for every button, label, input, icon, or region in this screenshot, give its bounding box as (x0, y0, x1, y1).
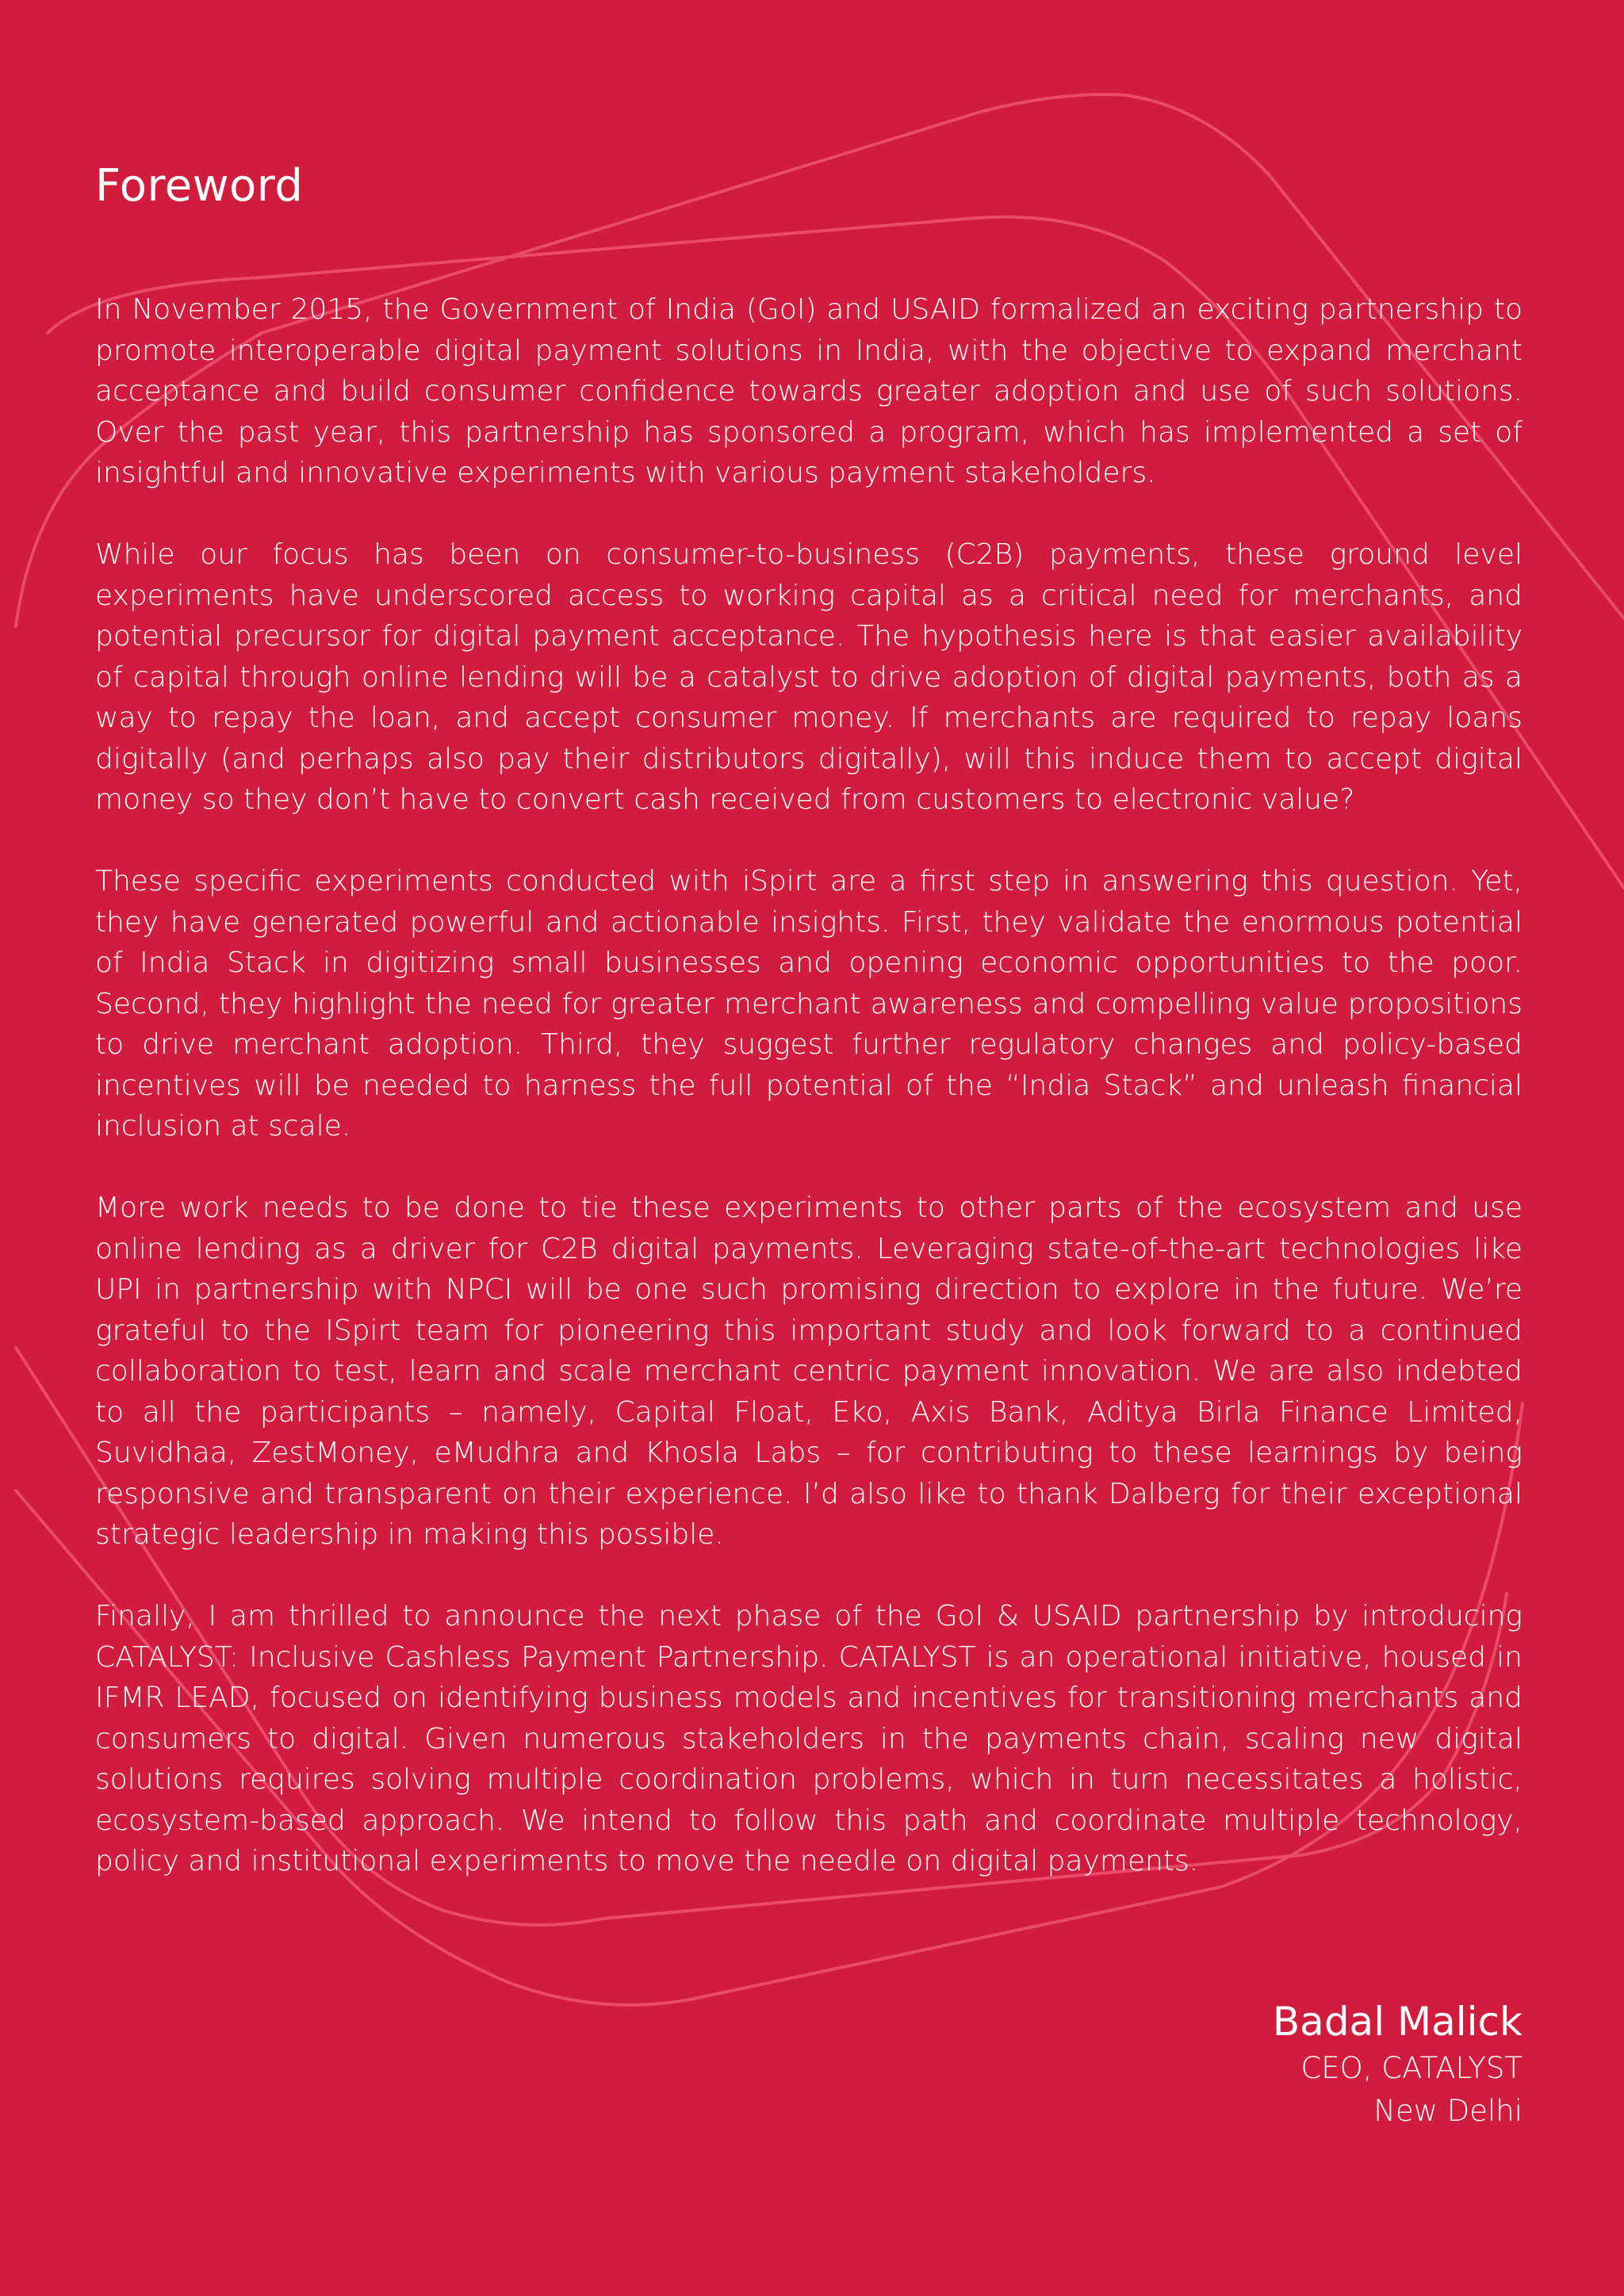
paragraph-4: More work needs to be done to tie these experiments to other parts of the ecosystem and use online lending as a driver for C2B digital payments. Leveraging state-of-the-art technologies like UPI in partnership with NPCI will be one such promising direction to explore in the future. We’re grateful to the ISpirt team for pioneering this important study and look forward to a continued collaboration to test, learn and scale merchant centric payment innovation. We are also indebted to all the participants – namely, Capital Float, Eko, Axis Bank, Aditya Birla Finance Limited, Suvidhaa, ZestMoney, eMudhra and Khosla Labs – for contributing to these learnings by being responsive and transparent on their experience. I’d also like to thank Dalberg for their exceptional strategic leadership in making this possible. (95, 1192, 1522, 1551)
signatory-role: CEO, CATALYST (1300, 2051, 1522, 2085)
paragraph-5: Finally, I am thrilled to announce the next phase of the GoI & USAID partnership by introducing CATALYST: Inclusive Cashless Payment Partnership. CATALYST is an operational initiative, housed in IFMR LEAD, focused on identifying business models and incentives for transitioning merchants and consumers to digital. Given numerous stakeholders in the payments chain, scaling new digital solutions requires solving multiple coordination problems, which in turn necessitates a holistic, ecosystem-based approach. We intend to follow this path and coordinate multiple technology, policy and institutional experiments to move the needle on digital payments. (95, 1600, 1522, 1877)
signatory-location: New Delhi (1373, 2094, 1522, 2128)
signatory-name: Badal Malick (1272, 1999, 1522, 2045)
paragraph-3: These specific experiments conducted with iSpirt are a first step in answering this question. Yet, they have generated powerful and actionable insights. First, they validate the enormous potential of India Stack in digitizing small businesses and opening economic opportunities to the poor. Second, they highlight the need for greater merchant awareness and compelling value propositions to drive merchant adoption. Third, they suggest further regulatory changes and policy-based incentives will be needed to harness the full potential of the “India Stack” and unleash financial inclusion at scale. (95, 865, 1522, 1142)
signature-block (1273, 1996, 1522, 2133)
page-title: Foreword (95, 160, 304, 212)
paragraph-2: While our focus has been on consumer-to-business (C2B) payments, these ground level experiments have underscored access to working capital as a critical need for merchants, and potential precursor for digital payment acceptance. The hypothesis here is that easier availability of capital through online lending will be a catalyst to drive adoption of digital payments, both as a way to repay the loan, and accept consumer money. If merchants are required to repay loans digitally (and perhaps also pay their distributors digitally), will this induce them to accept digital money so they don’t have to convert cash received from customers to electronic value? (95, 538, 1522, 816)
paragraph-1: In November 2015, the Government of India (GoI) and USAID formalized an exciting partnership to promote interoperable digital payment solutions in India, with the objective to expand merchant acceptance and build consumer confidence towards greater adoption and use of such solutions. Over the past year, this partnership has sponsored a program, which has implemented a set of insightful and innovative experiments with various payment stakeholders. (95, 293, 1522, 489)
foreword-content (95, 155, 1522, 1923)
foreword-body (95, 289, 1522, 1882)
